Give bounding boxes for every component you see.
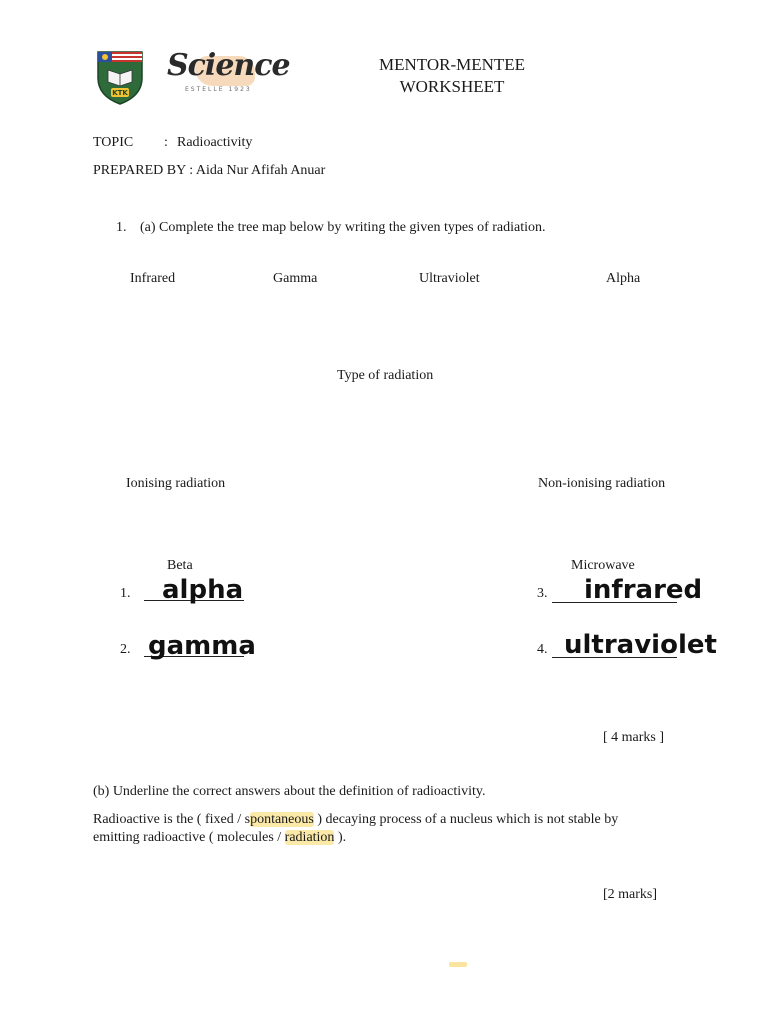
definition-line-1 (93, 811, 618, 829)
answer-number: 3. (537, 586, 548, 601)
option-alpha: Alpha (606, 271, 641, 286)
tree-branch-non-ionising: Non-ionising radiation (538, 476, 666, 491)
tree-branch-ionising: Ionising radiation (126, 476, 226, 491)
crest-text: KTK (112, 89, 128, 97)
handwritten-answer (564, 626, 717, 662)
topic-separator: : (164, 135, 168, 150)
handwritten-answer-text: alpha (162, 575, 244, 605)
worksheet-title-line1: MENTOR-MENTEE (378, 55, 526, 74)
given-microwave: Microwave (571, 558, 635, 573)
question-number: 1. (116, 220, 127, 235)
marks-4: [ 4 marks ] (603, 730, 665, 745)
handwritten-answer-text: ultraviolet (564, 630, 717, 660)
science-logo-subtitle: ESTELLE 1923 (185, 86, 252, 93)
highlighted-answer-radiation: radiation (284, 830, 335, 845)
handwritten-answer (148, 628, 256, 662)
given-beta: Beta (167, 558, 193, 573)
handwritten-answer-text: gamma (148, 631, 256, 661)
option-ultraviolet: Ultraviolet (419, 271, 480, 286)
answer-number: 2. (120, 642, 131, 657)
worksheet-title-line2: WORKSHEET (399, 77, 505, 96)
marks-2: [2 marks] (603, 887, 658, 902)
highlighter-mark (449, 962, 467, 967)
option-gamma: Gamma (273, 271, 318, 286)
science-logo-word: Science (167, 48, 290, 83)
topic-label: TOPIC (93, 135, 134, 150)
answer-number: 4. (537, 642, 548, 657)
answer-number: 1. (120, 586, 131, 601)
handwritten-answer (584, 572, 703, 606)
topic-value: Radioactivity (177, 135, 253, 150)
science-logo (165, 48, 290, 100)
question-1a-prompt: (a) Complete the tree map below by writing the given types of radiation. (140, 220, 546, 235)
tree-root: Type of radiation (337, 368, 434, 383)
definition-line-2 (93, 829, 346, 847)
definition-text: Radioactive is the ( fixed / s (93, 812, 251, 827)
option-infrared: Infrared (130, 271, 176, 286)
handwritten-answer (162, 572, 252, 606)
definition-text: emitting radioactive ( molecules / (93, 830, 285, 845)
highlighted-answer-spontaneous: pontaneous (250, 812, 314, 827)
definition-text: ). (334, 830, 347, 845)
handwritten-answer-text: infrared (584, 575, 703, 605)
definition-text: ) decaying process of a nucleus which is not stable by (313, 812, 619, 827)
prepared-by: PREPARED BY : Aida Nur Afifah Anuar (93, 163, 326, 178)
question-1b-prompt: (b) Underline the correct answers about the definition of radioactivity. (93, 784, 486, 799)
school-crest-logo (94, 48, 146, 106)
